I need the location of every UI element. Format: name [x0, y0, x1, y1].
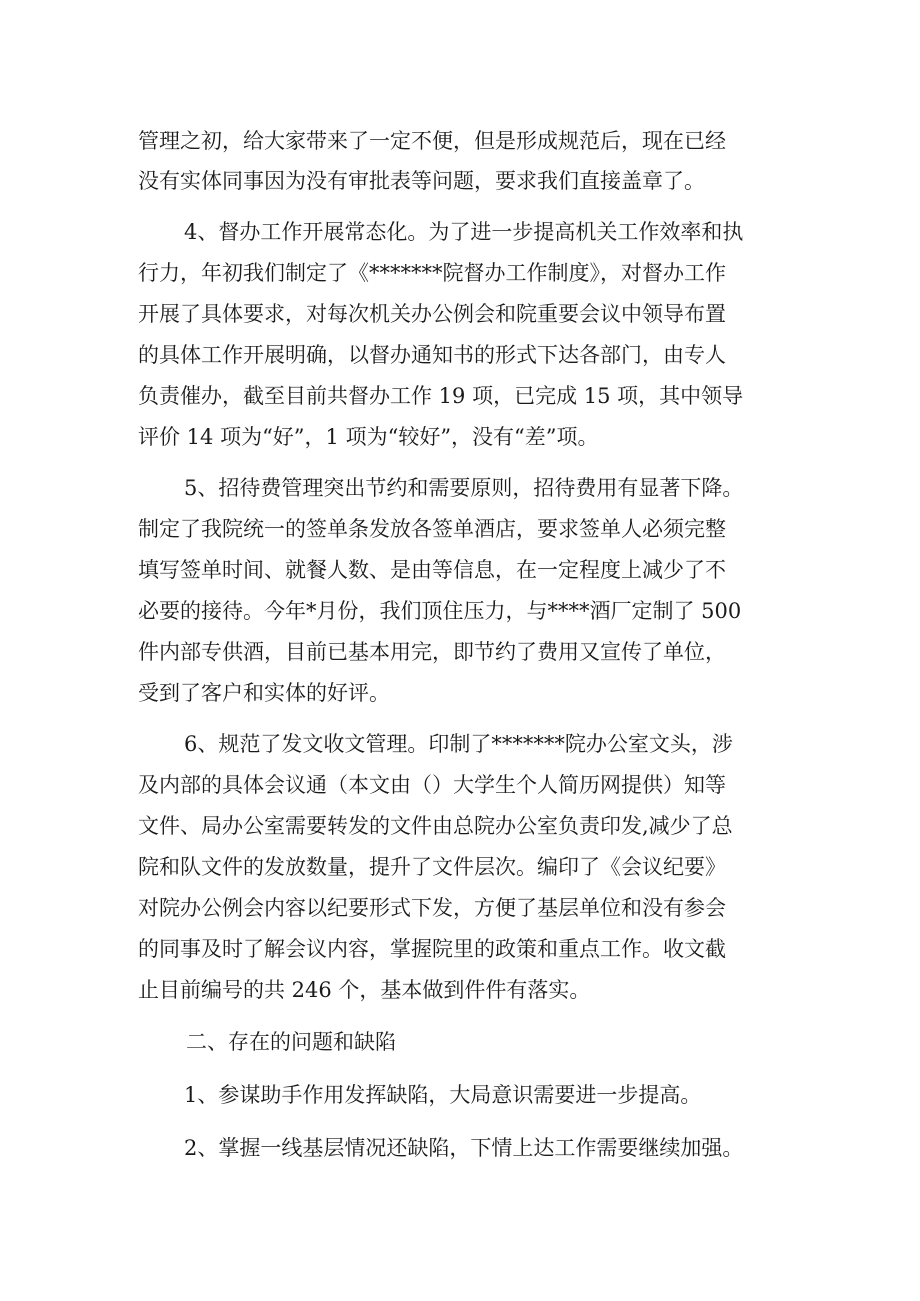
- paragraph-line: 的具体工作开展明确，以督办通知书的形式下达各部门，由专人: [138, 343, 726, 367]
- paragraph-line: 制定了我院统一的签单条发放各签单酒店，要求签单人必须完整: [138, 517, 726, 541]
- paragraph-line: 负责催办，截至目前共督办工作 19 项，已完成 15 项，其中领导: [138, 384, 744, 408]
- paragraph-line: 行力，年初我们制定了《*******院督办工作制度》，对督办工作: [138, 261, 726, 285]
- section-heading: 二、存在的问题和缺陷: [186, 1030, 396, 1054]
- paragraph-line: 4、督办工作开展常态化。为了进一步提高机关工作效率和执: [184, 220, 744, 244]
- paragraph-line: 受到了客户和实体的好评。: [138, 681, 390, 705]
- problem-item: 1、参谋助手作用发挥缺陷，大局意识需要进一步提高。: [184, 1083, 702, 1107]
- paragraph-line: 没有实体同事因为没有审批表等问题，要求我们直接盖章了。: [138, 169, 705, 193]
- paragraph-line: 6、规范了发文收文管理。印制了*******院办公室文头，涉: [184, 732, 733, 756]
- paragraph-line: 文件、局办公室需要转发的文件由总院办公室负责印发,减少了总: [138, 814, 733, 838]
- paragraph-line: 止目前编号的共 246 个，基本做到件件有落实。: [138, 978, 591, 1002]
- paragraph-line: 对院办公例会内容以纪要形式下发，方便了基层单位和没有参会: [138, 896, 726, 920]
- paragraph-line: 件内部专供酒，目前已基本用完，即节约了费用又宣传了单位，: [138, 640, 726, 664]
- paragraph-line: 开展了具体要求，对每次机关办公例会和院重要会议中领导布置: [138, 302, 726, 326]
- paragraph-line: 管理之初，给大家带来了一定不便，但是形成规范后，现在已经: [138, 129, 726, 153]
- paragraph-line: 填写签单时间、就餐人数、是由等信息，在一定程度上减少了不: [138, 558, 726, 582]
- paragraph-line: 评价 14 项为“好”，1 项为“较好”，没有“差”项。: [138, 425, 599, 449]
- paragraph-line: 院和队文件的发放数量，提升了文件层次。编印了《会议纪要》: [138, 855, 726, 879]
- paragraph-line: 必要的接待。今年*月份，我们顶住压力，与****酒厂定制了 500: [138, 599, 742, 623]
- problem-item: 2、掌握一线基层情况还缺陷，下情上达工作需要继续加强。: [184, 1136, 744, 1160]
- paragraph-line: 的同事及时了解会议内容，掌握院里的政策和重点工作。收文截: [138, 937, 726, 961]
- paragraph-line: 及内部的具体会议通（本文由（）大学生个人简历网提供）知等: [138, 773, 726, 797]
- paragraph-line: 5、招待费管理突出节约和需要原则，招待费用有显著下降。: [184, 476, 744, 500]
